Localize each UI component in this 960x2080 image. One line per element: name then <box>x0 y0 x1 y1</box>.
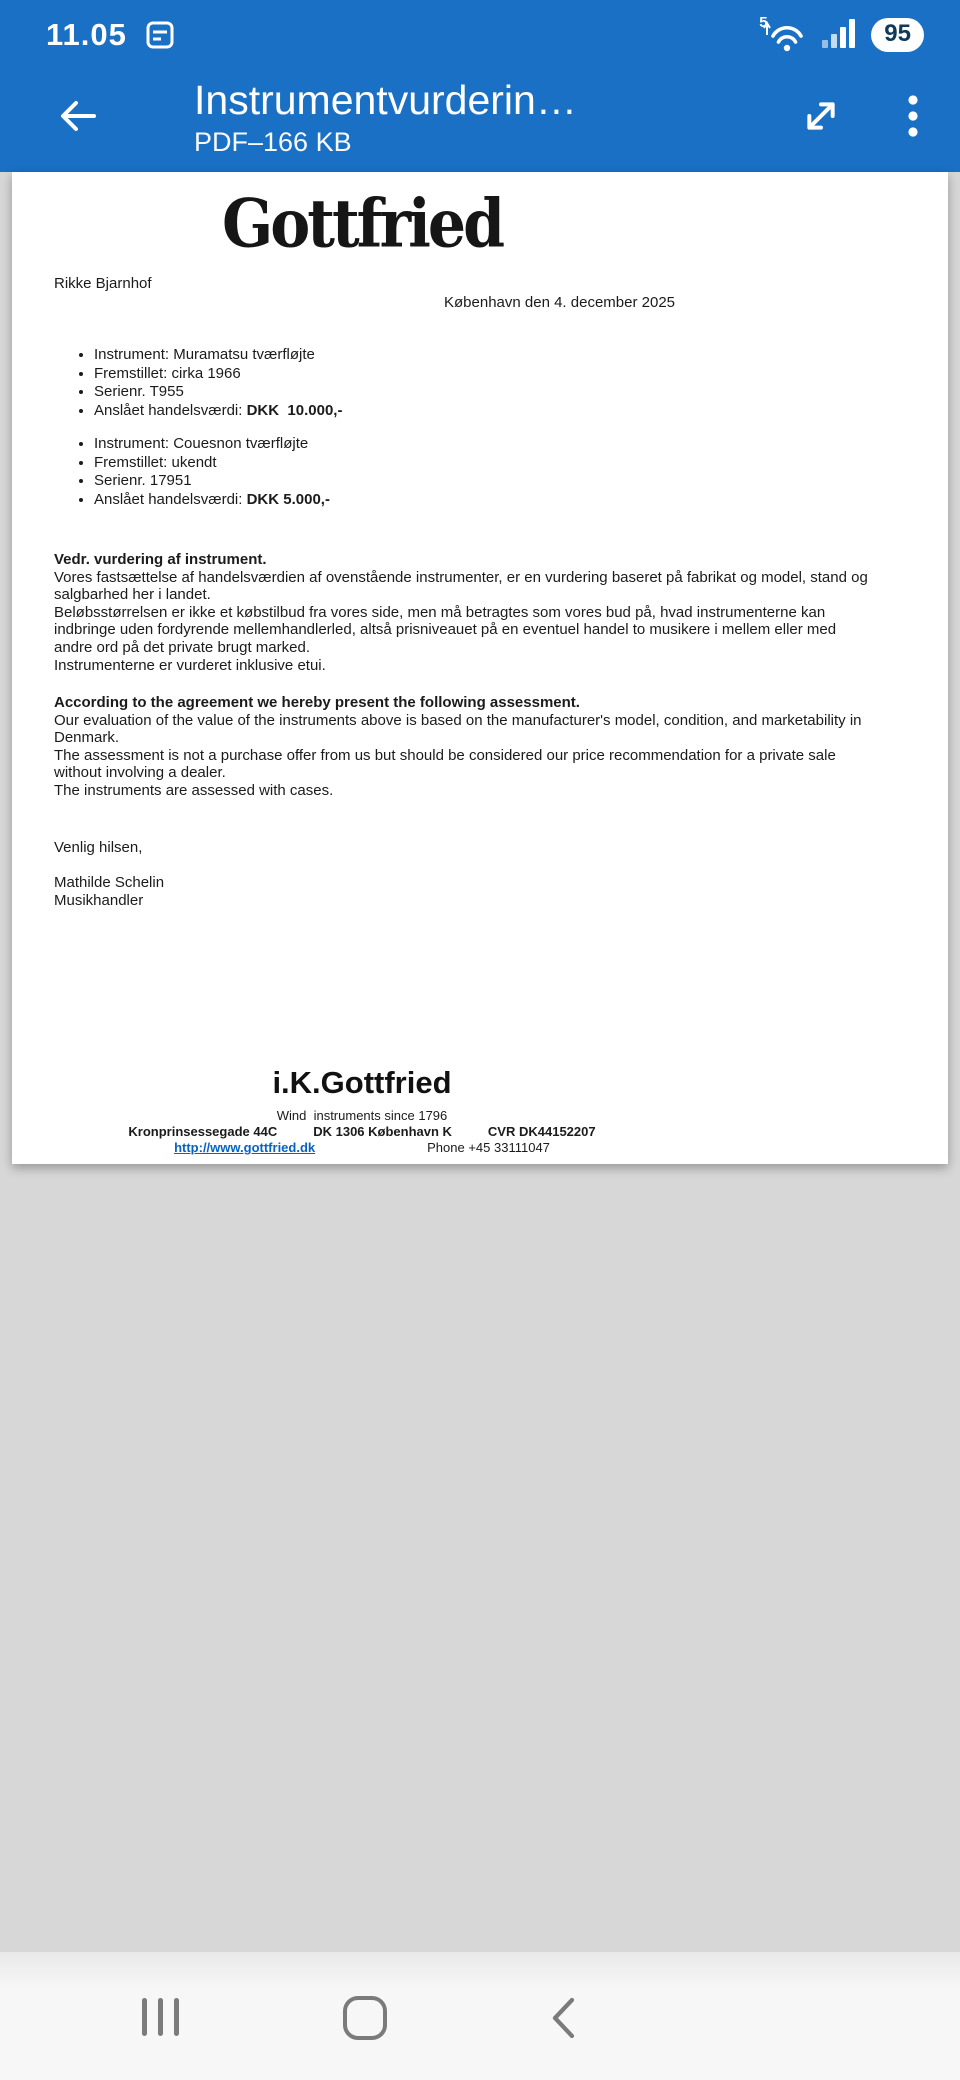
bullet-text: Serienr. T955 <box>94 383 184 400</box>
date-line: København den 4. december 2025 <box>444 294 675 311</box>
expand-diagonal-icon <box>800 95 842 140</box>
footer-contact-row <box>12 1124 712 1139</box>
paragraph: The assessment is not a purchase offer from us but should be considered our price recommendation for a private sale without involving a dealer. <box>54 746 836 782</box>
list-item <box>94 365 342 384</box>
gottfried-logo: Gottfried <box>221 186 503 263</box>
footer-website-link[interactable]: http://www.gottfried.dk <box>174 1140 316 1155</box>
list-item <box>94 491 330 510</box>
closing-line: Venlig hilsen, <box>54 839 143 856</box>
document-title: Instrumentvurderin… <box>194 77 577 123</box>
bullet-text: Fremstillet: ukendt <box>94 453 217 471</box>
document-subtitle: PDF–166 KB <box>194 127 352 157</box>
signature-name: Mathilde Schelin <box>54 874 165 891</box>
paragraph: Instrumenterne er vurderet inklusive etui. <box>54 656 326 674</box>
wifi-icon <box>759 16 807 54</box>
paragraph: The instruments are assessed with cases. <box>54 781 334 799</box>
recents-icon <box>142 1998 147 2036</box>
bullet-text: Instrument: Muramatsu tværfløjte <box>94 346 315 363</box>
footer-links-row <box>12 1140 712 1155</box>
kebab-menu-icon <box>906 93 920 142</box>
notification-icon <box>143 18 177 52</box>
instrument-list-2 <box>74 435 330 509</box>
battery-indicator: 95 <box>871 18 924 52</box>
english-section <box>54 694 868 800</box>
footer-address: Kronprinsessegade 44C <box>128 1124 278 1139</box>
back-chevron-icon <box>548 2028 578 2043</box>
title-block <box>194 76 794 158</box>
expand-button[interactable] <box>794 89 848 146</box>
footer-tagline: Wind instruments since 1796 <box>276 1108 448 1123</box>
arrow-left-icon <box>56 94 100 141</box>
paragraph: Our evaluation of the value of the instruments above is based on the manufacturer's model, condition, and marketability in Denmark. <box>54 711 862 747</box>
signal-icon <box>821 16 857 55</box>
pdf-page <box>12 172 948 1164</box>
footer-cvr: CVR DK44152207 <box>487 1124 596 1139</box>
bullet-text: Fremstillet: cirka 1966 <box>94 364 241 382</box>
home-button[interactable] <box>343 1996 387 2040</box>
bullet-text: Instrument: Couesnon tværfløjte <box>94 435 309 452</box>
app-bar <box>0 70 960 172</box>
bullet-value: DKK 10.000,- <box>246 401 343 419</box>
section-heading: Vedr. vurdering af instrument. <box>54 551 267 568</box>
android-nav-bar <box>0 1952 960 2080</box>
list-item <box>94 383 342 402</box>
bullet-text: Serienr. 17951 <box>94 472 192 489</box>
instrument-list-1 <box>74 346 342 420</box>
recents-button[interactable] <box>142 1998 179 2036</box>
more-options-button[interactable] <box>900 87 926 148</box>
paragraph: Vores fastsættelse af handelsværdien af ovenstående instrumenter, er en vurdering baseret på fabrikat og model, stand og salgbarhed her i landet. <box>54 568 868 604</box>
appbar-actions <box>794 87 926 148</box>
bullet-text: Anslået handelsværdi: <box>94 490 247 508</box>
bullet-value: DKK 5.000,- <box>246 490 330 508</box>
danish-section <box>54 551 868 674</box>
back-button[interactable] <box>50 88 106 147</box>
list-item <box>94 472 330 491</box>
signature-title: Musikhandler <box>54 891 144 909</box>
signature-block <box>54 874 164 909</box>
list-item <box>94 454 330 473</box>
pdf-viewer[interactable] <box>0 172 960 2080</box>
wifi-badge: 5 <box>759 14 768 31</box>
status-icons <box>759 16 924 55</box>
list-item <box>94 346 342 365</box>
clock: 11.05 <box>46 17 127 52</box>
bullet-text: Anslået handelsværdi: <box>94 401 247 419</box>
back-nav-button[interactable] <box>548 1996 578 2043</box>
status-bar <box>0 0 960 70</box>
footer-phone: Phone +45 33111047 <box>427 1140 550 1155</box>
footer-company: i.K.Gottfried <box>272 1065 452 1100</box>
list-item <box>94 402 342 421</box>
section-heading: According to the agreement we hereby present the following assessment. <box>54 694 580 711</box>
recipient-name: Rikke Bjarnhof <box>54 275 152 292</box>
footer-city: DK 1306 København K <box>313 1124 452 1139</box>
list-item <box>94 435 330 454</box>
paragraph: Beløbsstørrelsen er ikke et købstilbud fra vores side, men må betragtes som vores bud på, hvad instrumenterne kan indbringe uden fordyrende mellemhandlerled, altså prisniveauet på en eventuel handel to musikere i mellem eller med andre ord på det private brugt marked. <box>54 603 837 656</box>
